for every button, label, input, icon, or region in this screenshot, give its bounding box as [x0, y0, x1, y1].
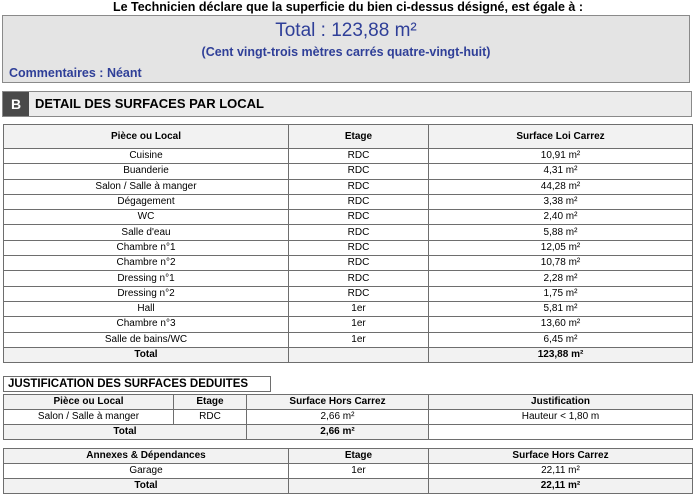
surface-cell: 4,31 m²: [429, 164, 693, 179]
floor-cell: 1er: [289, 464, 429, 479]
surface-cell: 10,91 m²: [429, 149, 693, 164]
surface-cell: 13,60 m²: [429, 317, 693, 332]
room-cell: Dressing n°1: [4, 271, 289, 286]
empty-cell: [289, 347, 429, 362]
total-surface-box: [2, 15, 690, 83]
total-value: 2,66 m²: [247, 425, 429, 440]
floor-cell: RDC: [289, 210, 429, 225]
surface-cell: 3,38 m²: [429, 194, 693, 209]
floor-cell: RDC: [289, 225, 429, 240]
floor-cell: RDC: [289, 149, 429, 164]
section-b-header: [2, 91, 692, 117]
total-label: Total: [4, 479, 289, 494]
floor-cell: 1er: [289, 332, 429, 347]
col-header-room: Pièce ou Local: [4, 125, 289, 149]
total-label: Total: [4, 347, 289, 362]
surface-cell: 10,78 m²: [429, 256, 693, 271]
table-header-row: [4, 449, 693, 464]
room-cell: Chambre n°2: [4, 256, 289, 271]
total-in-words: (Cent vingt-trois mètres carrés quatre-vingt-huit): [201, 45, 491, 59]
table-row: [4, 179, 693, 194]
room-cell: Chambre n°3: [4, 317, 289, 332]
floor-cell: RDC: [289, 179, 429, 194]
room-cell: Hall: [4, 301, 289, 316]
total-surface: Total : 123,88 m²: [275, 20, 417, 41]
room-cell: Dégagement: [4, 194, 289, 209]
total-value: 22,11 m²: [429, 479, 693, 494]
floor-cell: RDC: [289, 271, 429, 286]
justification-table: [3, 394, 693, 440]
table-row: [4, 225, 693, 240]
floor-cell: RDC: [289, 164, 429, 179]
total-row: [4, 425, 693, 440]
table-row: [4, 271, 693, 286]
room-cell: Salle de bains/WC: [4, 332, 289, 347]
room-cell: Buanderie: [4, 164, 289, 179]
room-cell: Dressing n°2: [4, 286, 289, 301]
table-row: [4, 240, 693, 255]
floor-cell: 1er: [289, 317, 429, 332]
col-header-surface: Surface Hors Carrez: [247, 395, 429, 410]
total-value: 123,88 m²: [429, 347, 693, 362]
room-cell: Salon / Salle à manger: [4, 179, 289, 194]
empty-cell: [289, 479, 429, 494]
table-row: [4, 332, 693, 347]
section-letter: B: [3, 92, 29, 116]
col-header-annex: Annexes & Dépendances: [4, 449, 289, 464]
table-row: [4, 464, 693, 479]
table-row: [4, 210, 693, 225]
floor-cell: RDC: [289, 286, 429, 301]
col-header-surface: Surface Hors Carrez: [429, 449, 693, 464]
surface-cell: 6,45 m²: [429, 332, 693, 347]
declaration-intro: Le Technicien déclare que la superficie du bien ci-dessus désigné, est égale à :: [112, 0, 584, 14]
floor-cell: RDC: [289, 256, 429, 271]
room-cell: Salon / Salle à manger: [4, 410, 174, 425]
annexes-table: [3, 448, 693, 494]
floor-cell: RDC: [174, 410, 247, 425]
table-header-row: [4, 125, 693, 149]
col-header-floor: Etage: [289, 449, 429, 464]
justification-title: JUSTIFICATION DES SURFACES DEDUITES: [3, 376, 271, 392]
empty-cell: [429, 425, 693, 440]
table-row: [4, 256, 693, 271]
surface-cell: 44,28 m²: [429, 179, 693, 194]
table-row: [4, 317, 693, 332]
col-header-room: Pièce ou Local: [4, 395, 174, 410]
room-cell: Cuisine: [4, 149, 289, 164]
room-cell: Salle d'eau: [4, 225, 289, 240]
total-row: [4, 479, 693, 494]
table-header-row: [4, 395, 693, 410]
surface-cell: 2,28 m²: [429, 271, 693, 286]
section-title: DETAIL DES SURFACES PAR LOCAL: [35, 96, 264, 111]
comments: Commentaires : Néant: [9, 66, 142, 80]
surface-cell: 1,75 m²: [429, 286, 693, 301]
table-row: [4, 149, 693, 164]
table-row: [4, 286, 693, 301]
col-header-floor: Etage: [174, 395, 247, 410]
floor-cell: RDC: [289, 194, 429, 209]
surface-cell: 2,66 m²: [247, 410, 429, 425]
floor-cell: 1er: [289, 301, 429, 316]
col-header-justification: Justification: [429, 395, 693, 410]
room-cell: WC: [4, 210, 289, 225]
table-row: [4, 410, 693, 425]
table-row: [4, 164, 693, 179]
surface-cell: 12,05 m²: [429, 240, 693, 255]
floor-cell: RDC: [289, 240, 429, 255]
table-row: [4, 194, 693, 209]
annex-cell: Garage: [4, 464, 289, 479]
room-cell: Chambre n°1: [4, 240, 289, 255]
total-label: Total: [4, 425, 247, 440]
surface-cell: 2,40 m²: [429, 210, 693, 225]
surface-cell: 5,88 m²: [429, 225, 693, 240]
surface-cell: 22,11 m²: [429, 464, 693, 479]
surfaces-table: [3, 124, 693, 363]
total-row: [4, 347, 693, 362]
col-header-floor: Etage: [289, 125, 429, 149]
justification-cell: Hauteur < 1,80 m: [429, 410, 693, 425]
surface-cell: 5,81 m²: [429, 301, 693, 316]
col-header-surface: Surface Loi Carrez: [429, 125, 693, 149]
table-row: [4, 301, 693, 316]
